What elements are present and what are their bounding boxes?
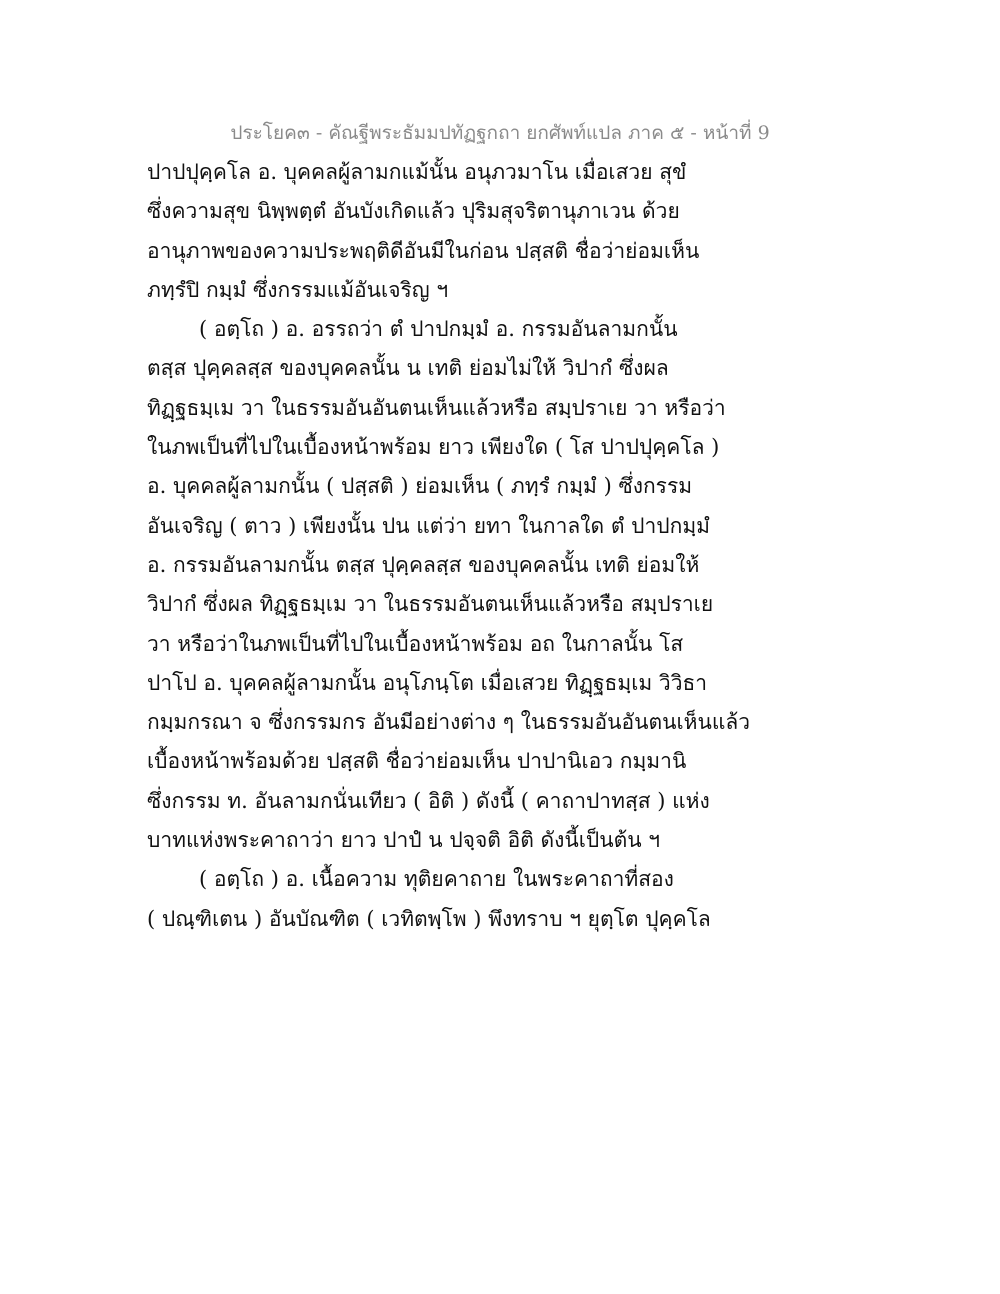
body-text: [147, 153, 867, 939]
text-line: อานุภาพของความประพฤติดีอันมีในก่อน ปสฺสติ ชื่อว่าย่อมเห็น: [147, 238, 700, 263]
text-line: กมฺมกรณา จ ซึ่งกรรมกร อันมีอย่างต่าง ๆ ในธรรมอันอันตนเห็นแล้ว: [147, 710, 751, 735]
text-line: ( อตฺโถ ) อ. อรรถว่า ตํ ปาปกมฺมํ อ. กรรมอันลามกนั้น: [199, 317, 678, 342]
text-line: วา หรือว่าในภพเป็นที่ไปในเบื้องหน้าพร้อม อถ ในกาลนั้น โส: [147, 631, 684, 656]
text-line: อ. บุคคลผู้ลามกนั้น ( ปสฺสติ ) ย่อมเห็น ( ภทฺรํ กมฺมํ ) ซึ่งกรรม: [147, 474, 693, 499]
text-line: วิปากํ ซึ่งผล ทิฏฺฐธมฺเม วา ในธรรมอันตนเห็นแล้วหรือ สมฺปราเย: [147, 592, 714, 617]
text-line: ซึ่งความสุข นิพฺพตฺตํ อันบังเกิดแล้ว ปุริมสุจริตานุภาเวน ด้วย: [147, 199, 680, 224]
text-line: ( ปณฺฑิเตน ) อันบัณฑิต ( เวทิตพฺโพ ) พึงทราบ ฯ ยุตฺโต ปุคฺคโล: [147, 906, 711, 931]
page-header: ประโยค๓ - คัณฐีพระธัมมปทัฏฐกถา ยกศัพท์แปล ภาค ๕ - หน้าที่ 9: [230, 122, 770, 144]
text-line: ในภพเป็นที่ไปในเบื้องหน้าพร้อม ยาว เพียงใด ( โส ปาปปุคฺคโล ): [147, 435, 720, 460]
text-line: บาทแห่งพระคาถาว่า ยาว ปาปํ น ปจฺจติ อิติ ดังนี้เป็นต้น ฯ: [147, 828, 661, 853]
text-line: ปาปปุคฺคโล อ. บุคคลผู้ลามกแม้นั้น อนุภวมาโน เมื่อเสวย สุขํ: [147, 160, 687, 184]
text-line: ทิฏฺฐธมฺเม วา ในธรรมอันอันตนเห็นแล้วหรือ สมฺปราเย วา หรือว่า: [147, 395, 726, 420]
text-line: อ. กรรมอันลามกนั้น ตสฺส ปุคฺคลสฺส ของบุคคลนั้น เทติ ย่อมให้: [147, 552, 700, 577]
text-line: อันเจริญ ( ตาว ) เพียงนั้น ปน แต่ว่า ยทา ในกาลใด ตํ ปาปกมฺมํ: [147, 513, 711, 538]
text-line: ปาโป อ. บุคคลผู้ลามกนั้น อนุโภนฺโต เมื่อเสวย ทิฏฺฐธมฺเม วิวิธา: [147, 670, 708, 695]
text-line: ภทฺรํปิ กมฺมํ ซึ่งกรรมแม้อันเจริญ ฯ: [147, 277, 449, 302]
text-line: ซึ่งกรรม ท. อันลามกนั่นเทียว ( อิติ ) ดังนี้ ( คาถาปาทสฺส ) แห่ง: [147, 788, 710, 813]
text-line: ( อตฺโถ ) อ. เนื้อความ ทุติยคาถาย ในพระคาถาที่สอง: [199, 867, 674, 892]
text-line: เบื้องหน้าพร้อมด้วย ปสฺสติ ชื่อว่าย่อมเห็น ปาปานิเอว กมฺมานิ: [147, 749, 687, 774]
text-line: ตสฺส ปุคฺคลสฺส ของบุคคลนั้น น เทติ ย่อมไม่ให้ วิปากํ ซึ่งผล: [147, 356, 669, 381]
